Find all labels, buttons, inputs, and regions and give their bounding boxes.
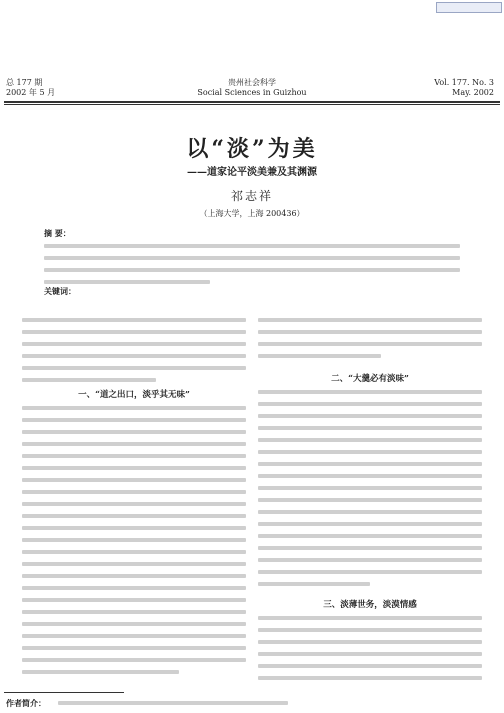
volume-number: Vol. 177. No. 3 [434, 78, 494, 87]
column-right-text [258, 318, 482, 366]
section-2-text [258, 390, 482, 594]
section-1-text [22, 406, 246, 682]
issue-number: 总 177 期 [6, 78, 43, 87]
journal-title-cn: 贵州社会科学 [228, 78, 276, 87]
abstract-label: 摘 要： [44, 228, 71, 238]
author-affiliation: （上海大学，上海 200436） [199, 209, 305, 218]
issue-date: 2002 年 5 月 [6, 88, 56, 97]
section-heading-3: 三、淡薄世务，淡漠情感 [323, 600, 417, 610]
journal-name [0, 78, 504, 98]
journal-title-en: Social Sciences in Guizhou [197, 88, 307, 97]
section-heading-2: 二、“大羹必有淡味” [331, 374, 409, 384]
section-3-text [258, 616, 482, 688]
keywords-label: 关键词： [44, 286, 76, 296]
watermark-stamp [436, 2, 502, 13]
section-heading-1: 一、“道之出口，淡乎其无味” [78, 390, 190, 400]
footnote-rule [4, 692, 124, 693]
volume-info [434, 78, 494, 98]
article-subtitle: ——道家论平淡美兼及其渊源 [187, 167, 317, 178]
header-rule-thin [4, 104, 500, 105]
abstract-text [44, 244, 460, 292]
author-note-text [58, 701, 288, 705]
author-name: 祁志祥 [230, 189, 273, 203]
volume-date: May. 2002 [452, 88, 494, 97]
author-note-label: 作者简介： [6, 698, 46, 708]
article-title: 以“淡”为美 [186, 136, 318, 162]
header-rule-thick [4, 101, 500, 103]
column-left-text [22, 318, 246, 390]
